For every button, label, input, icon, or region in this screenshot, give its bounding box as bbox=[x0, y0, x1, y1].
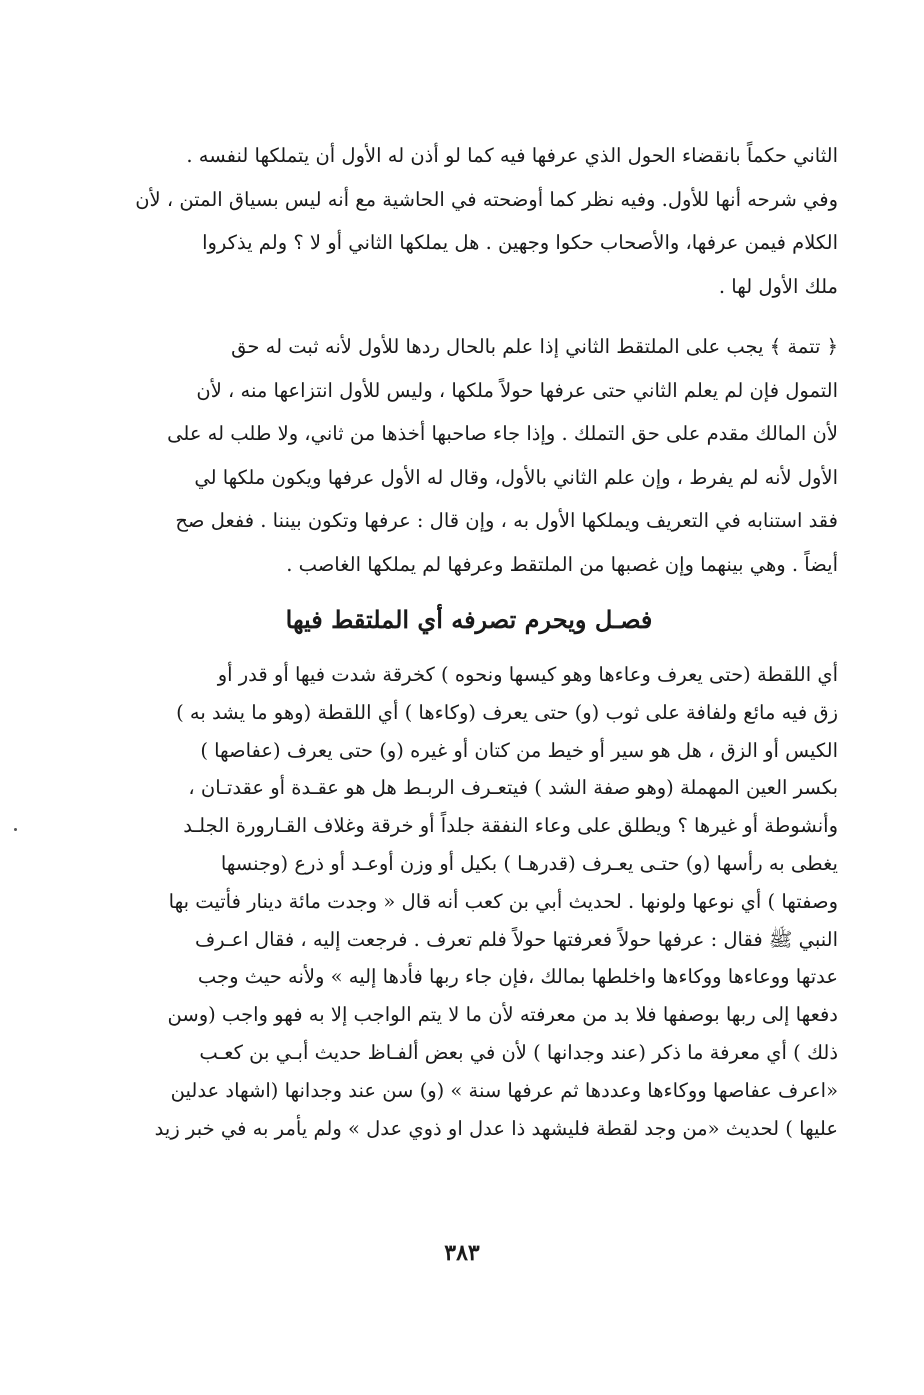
text-line: زق فيه مائع ولفافة على ثوب (و) حتى يعرف (وكاءها ) أي اللقطة (وهو ما يشد به ) bbox=[176, 700, 838, 724]
text-line: النبي ﷺ فقال : عرفها حولاً فعرفتها حولاً فلم تعرف . فرجعت إليه ، فقال اعـرف bbox=[194, 927, 838, 951]
text-line: فقد استنابه في التعريف ويملكها الأول به ، وإن قال : عرفها وتكون بيننا . ففعل صح bbox=[175, 509, 838, 532]
text-line: ذلك ) أي معرفة ما ذكر (عند وجدانها ) لأن في بعض ألفـاظ حديث أبـي بن كعـب bbox=[199, 1040, 838, 1064]
text-line: وصفتها ) أي نوعها ولونها . لحديث أبي بن كعب أنه قال « وجدت مائة دينار فأتيت بها bbox=[168, 889, 838, 913]
paragraph-1 bbox=[100, 134, 838, 308]
text-line: الأول لأنه لم يفرط ، وإن علم الثاني بالأول، وقال له الأول عرفها ويكون ملكها لي bbox=[194, 465, 838, 489]
text-line: أي اللقطة (حتى يعرف وعاءها وهو كيسها ونحوه ) كخرقة شدت فيها أو قدر أو bbox=[217, 663, 838, 686]
text-line: وأنشوطة أو غيرها ؟ ويطلق على وعاء النفقة جلداً أو خرقة وغلاف القـارورة الجلـد bbox=[183, 814, 838, 838]
text-line: الكيس أو الزق ، هل هو سير أو خيط من كتان أو غيره (و) حتى يعرف (عفاصها ) bbox=[200, 738, 838, 762]
paragraph-3 bbox=[100, 656, 838, 1147]
text-line: «اعرف عفاصها ووكاءها وعددها ثم عرفها سنة » (و) سن عند وجدانها (اشهاد عدلين bbox=[170, 1078, 838, 1102]
text-line: لأن المالك مقدم على حق التملك . وإذا جاء صاحبها أخذها من ثاني، ولا طلب له على bbox=[167, 422, 838, 445]
text-line: الكلام فيمن عرفها، والأصحاب حكوا وجهين . هل يملكها الثاني أو لا ؟ ولم يذكروا bbox=[202, 231, 838, 254]
paragraph-2 bbox=[100, 325, 838, 586]
text-line: عليها ) لحديث «من وجد لقطة فليشهد ذا عدل او ذوي عدل » ولم يأمر به في خبر زيد bbox=[154, 1116, 838, 1140]
text-line: أيضاً . وهي بينهما وإن غصبها من الملتقط وعرفها لم يملكها الغاصب . bbox=[286, 552, 838, 576]
scan-speck bbox=[14, 828, 17, 831]
section-heading: فصـل ويحرم تصرفه أي الملتقط فيها bbox=[285, 605, 653, 634]
text-line: ملك الأول لها . bbox=[718, 274, 838, 298]
text-line: التمول فإن لم يعلم الثاني حتى عرفها حولاً ملكها ، وليس للأول انتزاعها منه ، لأن bbox=[196, 378, 838, 402]
text-line: دفعها إلى ربها بوصفها فلا بد من معرفته لأن ما لا يتم الواجب إلا به فهو واجب (وسن bbox=[167, 1003, 838, 1027]
text-line: عدتها ووعاءها ووكاءها واخلطها بمالك ،فإن جاء ربها فأدها إليه » ولأنه حيث وجب bbox=[197, 965, 838, 989]
page-number: ٣٨٣ bbox=[444, 1240, 480, 1266]
text-line: بكسر العين المهملة (وهو صفة الشد ) فيتعـرف الربـط هل هو عقـدة أو عقدتـان ، bbox=[188, 776, 838, 800]
text-line: يغطى به رأسها (و) حتـى يعـرف (قدرهـا ) بكيل أو وزن أوعـد أو ذرع (وجنسها bbox=[220, 851, 838, 875]
text-line: الثاني حكماً بانقضاء الحول الذي عرفها فيه كما لو أذن له الأول أن يتملكها لنفسه . bbox=[186, 144, 838, 167]
text-line: ﴿ تتمة ﴾ يجب على الملتقط الثاني إذا علم بالحال ردها للأول لأنه ثبت له حق bbox=[231, 335, 838, 358]
text-line: وفي شرحه أنها للأول. وفيه نظر كما أوضحته في الحاشية مع أنه ليس بسياق المتن ، لأن bbox=[135, 187, 838, 211]
